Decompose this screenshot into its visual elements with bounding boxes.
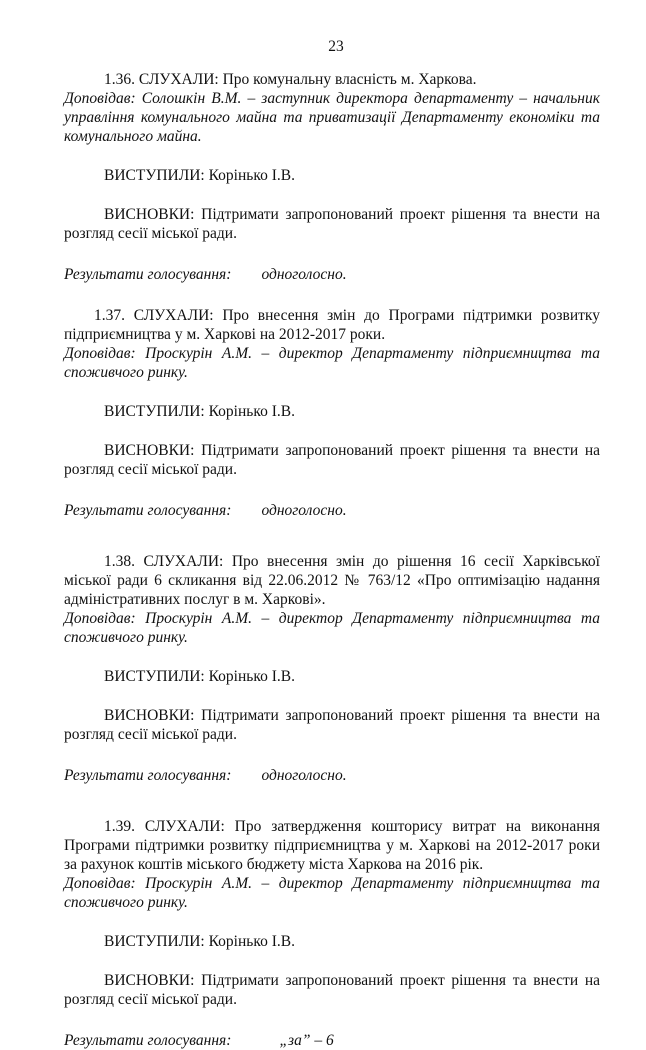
vote-results [64, 766, 600, 785]
conclusions-paragraph: ВИСНОВКИ: Підтримати запропонований проект рішення та внести на розгляд сесії міської ради. [64, 206, 600, 242]
spoke-paragraph: ВИСТУПИЛИ: Корінько І.В. [104, 403, 295, 420]
heard-paragraph: 1.38. СЛУХАЛИ: Про внесення змін до рішення 16 сесії Харківської міської ради 6 скликання від 22.06.2012 № 763/12 «Про оптимізацію надання адміністративних послуг в м. Харкові». [64, 553, 600, 608]
spoke-paragraph: ВИСТУПИЛИ: Корінько І.В. [104, 668, 295, 685]
conclusions-paragraph: ВИСНОВКИ: Підтримати запропонований проект рішення та внести на розгляд сесії міської ради. [64, 442, 600, 478]
reporter-paragraph: Доповідав: Проскурін А.М. – директор Департаменту підприємництва та споживчого ринку. [64, 610, 600, 646]
vote-results [64, 501, 600, 520]
reporter-paragraph: Доповідав: Проскурін А.М. – директор Департаменту підприємництва та споживчого ринку. [64, 875, 600, 911]
vote-result: „за” – 6 [279, 1032, 334, 1049]
vote-label: Результати голосування: [64, 502, 232, 519]
spoke-paragraph: ВИСТУПИЛИ: Корінько І.В. [104, 167, 295, 184]
vote-result: одноголосно. [261, 502, 347, 519]
heard-paragraph: 1.37. СЛУХАЛИ: Про внесення змін до Програми підтримки розвитку підприємництва у м. Харкові на 2012-2017 роки. [64, 307, 600, 343]
vote-results [64, 1031, 600, 1050]
vote-label: Результати голосування: [64, 266, 232, 283]
agenda-item-1-38 [64, 552, 600, 785]
vote-result: одноголосно. [261, 767, 347, 784]
agenda-item-1-36 [64, 70, 600, 284]
heard-paragraph: 1.39. СЛУХАЛИ: Про затвердження кошторису витрат на виконання Програми підтримки розвитку підприємництва у м. Харкові на 2012-2017 роки за рахунок коштів міського бюджету міста Харкова на 2016 рік. [64, 818, 600, 873]
agenda-item-1-37 [64, 306, 600, 520]
conclusions-paragraph: ВИСНОВКИ: Підтримати запропонований проект рішення та внести на розгляд сесії міської ради. [64, 972, 600, 1008]
vote-label: Результати голосування: [64, 1032, 232, 1049]
heard-paragraph: 1.36. СЛУХАЛИ: Про комунальну власність м. Харкова. [104, 71, 477, 88]
spoke-paragraph: ВИСТУПИЛИ: Корінько І.В. [104, 933, 295, 950]
agenda-item-1-39 [64, 817, 600, 1050]
vote-result: одноголосно. [261, 266, 347, 283]
conclusions-paragraph: ВИСНОВКИ: Підтримати запропонований проект рішення та внести на розгляд сесії міської ради. [64, 707, 600, 743]
reporter-paragraph: Доповідав: Проскурін А.М. – директор Департаменту підприємництва та споживчого ринку. [64, 345, 600, 381]
vote-results [64, 265, 600, 284]
vote-label: Результати голосування: [64, 767, 232, 784]
reporter-paragraph: Доповідав: Солошкін В.М. – заступник директора департаменту – начальник управління комунального майна та приватизації Департаменту економіки та комунального майна. [64, 90, 600, 145]
page-number: 23 [328, 38, 344, 55]
